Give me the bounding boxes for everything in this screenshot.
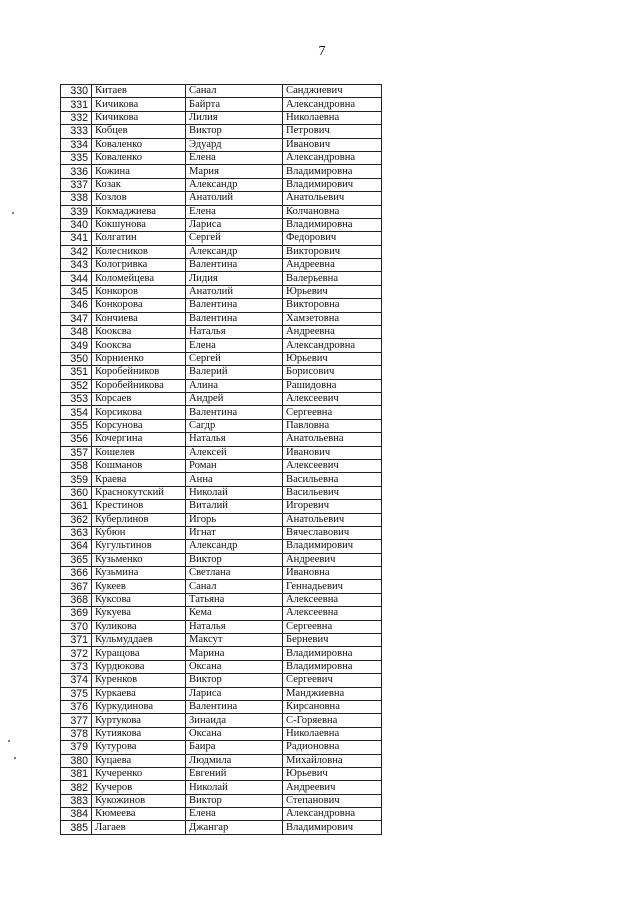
- last-name-cell: Кугультинов: [92, 540, 186, 553]
- patronymic-cell: Васильевич: [283, 486, 382, 499]
- table-row: [61, 513, 382, 526]
- first-name-cell: Валерий: [186, 366, 283, 379]
- table-row: [61, 714, 382, 727]
- last-name-cell: Кологривка: [92, 259, 186, 272]
- row-number-cell: 345: [61, 285, 92, 298]
- first-name-cell: Байрта: [186, 98, 283, 111]
- last-name-cell: Кончиева: [92, 312, 186, 325]
- last-name-cell: Куренков: [92, 674, 186, 687]
- row-number-cell: 349: [61, 339, 92, 352]
- last-name-cell: Куртукова: [92, 714, 186, 727]
- first-name-cell: Елена: [186, 205, 283, 218]
- row-number-cell: 333: [61, 125, 92, 138]
- row-number-cell: 354: [61, 406, 92, 419]
- row-number-cell: 364: [61, 540, 92, 553]
- patronymic-cell: Анатольевна: [283, 433, 382, 446]
- row-number-cell: 340: [61, 218, 92, 231]
- table-row: [61, 272, 382, 285]
- scan-speck: [12, 212, 14, 214]
- table-row: [61, 486, 382, 499]
- patronymic-cell: Анатольевич: [283, 513, 382, 526]
- last-name-cell: Кутурова: [92, 741, 186, 754]
- patronymic-cell: Андреевич: [283, 553, 382, 566]
- table-row: [61, 299, 382, 312]
- first-name-cell: Виктор: [186, 553, 283, 566]
- row-number-cell: 363: [61, 526, 92, 539]
- first-name-cell: Лидия: [186, 272, 283, 285]
- first-name-cell: Виктор: [186, 794, 283, 807]
- last-name-cell: Кукеев: [92, 580, 186, 593]
- first-name-cell: Оксана: [186, 727, 283, 740]
- patronymic-cell: Андреевна: [283, 259, 382, 272]
- row-number-cell: 336: [61, 165, 92, 178]
- table-row: [61, 647, 382, 660]
- first-name-cell: Роман: [186, 459, 283, 472]
- first-name-cell: Джангар: [186, 821, 283, 834]
- patronymic-cell: Михайловна: [283, 754, 382, 767]
- first-name-cell: Андрей: [186, 392, 283, 405]
- table-row: [61, 245, 382, 258]
- last-name-cell: Кооксва: [92, 326, 186, 339]
- row-number-cell: 346: [61, 299, 92, 312]
- patronymic-cell: Владимировна: [283, 660, 382, 673]
- last-name-cell: Кошелев: [92, 446, 186, 459]
- table-row: [61, 593, 382, 606]
- patronymic-cell: Владимирович: [283, 178, 382, 191]
- page-number: 7: [318, 44, 326, 59]
- last-name-cell: Коваленко: [92, 151, 186, 164]
- patronymic-cell: Берневич: [283, 634, 382, 647]
- row-number-cell: 337: [61, 178, 92, 191]
- row-number-cell: 352: [61, 379, 92, 392]
- last-name-cell: Кузьменко: [92, 553, 186, 566]
- row-number-cell: 350: [61, 352, 92, 365]
- last-name-cell: Кочергина: [92, 433, 186, 446]
- last-name-cell: Куращова: [92, 647, 186, 660]
- first-name-cell: Татьяна: [186, 593, 283, 606]
- first-name-cell: Максут: [186, 634, 283, 647]
- last-name-cell: Кульмуддаев: [92, 634, 186, 647]
- table-row: [61, 406, 382, 419]
- patronymic-cell: Алексеевич: [283, 392, 382, 405]
- patronymic-cell: Кирсановна: [283, 700, 382, 713]
- last-name-cell: Колесников: [92, 245, 186, 258]
- table-row: [61, 459, 382, 472]
- first-name-cell: Евгений: [186, 767, 283, 780]
- table-row: [61, 526, 382, 539]
- last-name-cell: Козлов: [92, 192, 186, 205]
- table-row: [61, 259, 382, 272]
- patronymic-cell: Александровна: [283, 98, 382, 111]
- table-row: [61, 98, 382, 111]
- row-number-cell: 365: [61, 553, 92, 566]
- row-number-cell: 360: [61, 486, 92, 499]
- first-name-cell: Лилия: [186, 111, 283, 124]
- patronymic-cell: Радионовна: [283, 741, 382, 754]
- row-number-cell: 334: [61, 138, 92, 151]
- row-number-cell: 359: [61, 473, 92, 486]
- patronymic-cell: Петрович: [283, 125, 382, 138]
- row-number-cell: 331: [61, 98, 92, 111]
- first-name-cell: Людмила: [186, 754, 283, 767]
- row-number-cell: 370: [61, 620, 92, 633]
- last-name-cell: Коробейникова: [92, 379, 186, 392]
- table-row: [61, 419, 382, 432]
- first-name-cell: Санал: [186, 580, 283, 593]
- row-number-cell: 377: [61, 714, 92, 727]
- row-number-cell: 384: [61, 808, 92, 821]
- table-row: [61, 339, 382, 352]
- patronymic-cell: Иванович: [283, 446, 382, 459]
- table-row: [61, 111, 382, 124]
- row-number-cell: 372: [61, 647, 92, 660]
- last-name-cell: Лагаев: [92, 821, 186, 834]
- patronymic-cell: Александровна: [283, 339, 382, 352]
- first-name-cell: Александр: [186, 540, 283, 553]
- last-name-cell: Китаев: [92, 85, 186, 98]
- patronymic-cell: Владимирович: [283, 821, 382, 834]
- last-name-cell: Корсунова: [92, 419, 186, 432]
- table-row: [61, 540, 382, 553]
- last-name-cell: Коваленко: [92, 138, 186, 151]
- last-name-cell: Колгатин: [92, 232, 186, 245]
- patronymic-cell: Александровна: [283, 151, 382, 164]
- patronymic-cell: Иванович: [283, 138, 382, 151]
- row-number-cell: 378: [61, 727, 92, 740]
- table-row: [61, 821, 382, 834]
- table-row: [61, 285, 382, 298]
- last-name-cell: Куберлинов: [92, 513, 186, 526]
- patronymic-cell: Владимирович: [283, 540, 382, 553]
- first-name-cell: Елена: [186, 151, 283, 164]
- first-name-cell: Николай: [186, 486, 283, 499]
- last-name-cell: Кукожинов: [92, 794, 186, 807]
- last-name-cell: Корсикова: [92, 406, 186, 419]
- row-number-cell: 351: [61, 366, 92, 379]
- last-name-cell: Краева: [92, 473, 186, 486]
- row-number-cell: 361: [61, 500, 92, 513]
- last-name-cell: Коробейников: [92, 366, 186, 379]
- table-row: [61, 567, 382, 580]
- patronymic-cell: Борисович: [283, 366, 382, 379]
- patronymic-cell: Юрьевич: [283, 352, 382, 365]
- row-number-cell: 335: [61, 151, 92, 164]
- table-row: [61, 178, 382, 191]
- patronymic-cell: Федорович: [283, 232, 382, 245]
- row-number-cell: 381: [61, 767, 92, 780]
- row-number-cell: 353: [61, 392, 92, 405]
- table-row: [61, 366, 382, 379]
- last-name-cell: Кубюн: [92, 526, 186, 539]
- first-name-cell: Валентина: [186, 700, 283, 713]
- row-number-cell: 330: [61, 85, 92, 98]
- row-number-cell: 357: [61, 446, 92, 459]
- row-number-cell: 367: [61, 580, 92, 593]
- row-number-cell: 332: [61, 111, 92, 124]
- patronymic-cell: Васильевна: [283, 473, 382, 486]
- table-row: [61, 580, 382, 593]
- first-name-cell: Сагдр: [186, 419, 283, 432]
- first-name-cell: Зинаида: [186, 714, 283, 727]
- table-row: [61, 218, 382, 231]
- first-name-cell: Анна: [186, 473, 283, 486]
- patronymic-cell: Николаевна: [283, 111, 382, 124]
- table-row: [61, 352, 382, 365]
- first-name-cell: Марина: [186, 647, 283, 660]
- first-name-cell: Александр: [186, 245, 283, 258]
- last-name-cell: Кукуева: [92, 607, 186, 620]
- table-row: [61, 433, 382, 446]
- last-name-cell: Кутиякова: [92, 727, 186, 740]
- first-name-cell: Елена: [186, 339, 283, 352]
- patronymic-cell: Сергеевич: [283, 674, 382, 687]
- patronymic-cell: Степанович: [283, 794, 382, 807]
- first-name-cell: Мария: [186, 165, 283, 178]
- table-row: [61, 634, 382, 647]
- patronymic-cell: Владимировна: [283, 165, 382, 178]
- last-name-cell: Конкорова: [92, 299, 186, 312]
- table-row: [61, 326, 382, 339]
- row-number-cell: 375: [61, 687, 92, 700]
- first-name-cell: Кема: [186, 607, 283, 620]
- row-number-cell: 382: [61, 781, 92, 794]
- patronymic-cell: Игоревич: [283, 500, 382, 513]
- patronymic-cell: Андреевна: [283, 326, 382, 339]
- first-name-cell: Алина: [186, 379, 283, 392]
- row-number-cell: 355: [61, 419, 92, 432]
- patronymic-cell: Санджиевич: [283, 85, 382, 98]
- last-name-cell: Корниенко: [92, 352, 186, 365]
- row-number-cell: 373: [61, 660, 92, 673]
- table-row: [61, 741, 382, 754]
- table-row: [61, 553, 382, 566]
- first-name-cell: Виталий: [186, 500, 283, 513]
- last-name-cell: Кокмаджиева: [92, 205, 186, 218]
- first-name-cell: Сергей: [186, 232, 283, 245]
- first-name-cell: Сергей: [186, 352, 283, 365]
- table-row: [61, 205, 382, 218]
- patronymic-cell: Павловна: [283, 419, 382, 432]
- patronymic-cell: Владимировна: [283, 647, 382, 660]
- last-name-cell: Кооксва: [92, 339, 186, 352]
- patronymic-cell: Владимировна: [283, 218, 382, 231]
- row-number-cell: 374: [61, 674, 92, 687]
- last-name-cell: Куркудинова: [92, 700, 186, 713]
- first-name-cell: Светлана: [186, 567, 283, 580]
- table-row: [61, 687, 382, 700]
- last-name-cell: Куркаева: [92, 687, 186, 700]
- table-row: [61, 767, 382, 780]
- table-row: [61, 125, 382, 138]
- first-name-cell: Алексей: [186, 446, 283, 459]
- scan-speck: [8, 740, 10, 742]
- table-row: [61, 446, 382, 459]
- row-number-cell: 341: [61, 232, 92, 245]
- last-name-cell: Куксова: [92, 593, 186, 606]
- patronymic-cell: Алексеевна: [283, 593, 382, 606]
- table-row: [61, 379, 382, 392]
- names-table: [60, 84, 382, 835]
- row-number-cell: 356: [61, 433, 92, 446]
- first-name-cell: Анатолий: [186, 285, 283, 298]
- row-number-cell: 380: [61, 754, 92, 767]
- row-number-cell: 344: [61, 272, 92, 285]
- row-number-cell: 347: [61, 312, 92, 325]
- last-name-cell: Крестинов: [92, 500, 186, 513]
- row-number-cell: 371: [61, 634, 92, 647]
- table-row: [61, 781, 382, 794]
- table-row: [61, 138, 382, 151]
- scan-speck: [14, 757, 16, 759]
- patronymic-cell: Валерьевна: [283, 272, 382, 285]
- table-row: [61, 473, 382, 486]
- patronymic-cell: Хамзетовна: [283, 312, 382, 325]
- first-name-cell: Эдуард: [186, 138, 283, 151]
- patronymic-cell: Николаевна: [283, 727, 382, 740]
- first-name-cell: Наталья: [186, 620, 283, 633]
- first-name-cell: Валентина: [186, 312, 283, 325]
- last-name-cell: Кичикова: [92, 111, 186, 124]
- row-number-cell: 338: [61, 192, 92, 205]
- table-row: [61, 794, 382, 807]
- patronymic-cell: Ивановна: [283, 567, 382, 580]
- table-row: [61, 674, 382, 687]
- table-row: [61, 151, 382, 164]
- row-number-cell: 369: [61, 607, 92, 620]
- first-name-cell: Елена: [186, 808, 283, 821]
- first-name-cell: Валентина: [186, 406, 283, 419]
- table-row: [61, 232, 382, 245]
- table-row: [61, 727, 382, 740]
- first-name-cell: Николай: [186, 781, 283, 794]
- first-name-cell: Анатолий: [186, 192, 283, 205]
- first-name-cell: Лариса: [186, 687, 283, 700]
- first-name-cell: Оксана: [186, 660, 283, 673]
- patronymic-cell: Анатольевич: [283, 192, 382, 205]
- table-row: [61, 312, 382, 325]
- patronymic-cell: Александровна: [283, 808, 382, 821]
- names-table-body: [61, 85, 382, 835]
- last-name-cell: Кичикова: [92, 98, 186, 111]
- last-name-cell: Кузьмина: [92, 567, 186, 580]
- last-name-cell: Кобцев: [92, 125, 186, 138]
- last-name-cell: Корсаев: [92, 392, 186, 405]
- first-name-cell: Валентина: [186, 259, 283, 272]
- patronymic-cell: Сергеевна: [283, 406, 382, 419]
- first-name-cell: Лариса: [186, 218, 283, 231]
- last-name-cell: Коломейцева: [92, 272, 186, 285]
- first-name-cell: Игнат: [186, 526, 283, 539]
- table-row: [61, 392, 382, 405]
- row-number-cell: 348: [61, 326, 92, 339]
- row-number-cell: 342: [61, 245, 92, 258]
- patronymic-cell: Юрьевич: [283, 285, 382, 298]
- table-row: [61, 754, 382, 767]
- table-row: [61, 660, 382, 673]
- last-name-cell: Козак: [92, 178, 186, 191]
- row-number-cell: 385: [61, 821, 92, 834]
- table-row: [61, 700, 382, 713]
- first-name-cell: Александр: [186, 178, 283, 191]
- row-number-cell: 383: [61, 794, 92, 807]
- first-name-cell: Валентина: [186, 299, 283, 312]
- last-name-cell: Куцаева: [92, 754, 186, 767]
- first-name-cell: Игорь: [186, 513, 283, 526]
- patronymic-cell: Викторович: [283, 245, 382, 258]
- patronymic-cell: Вячеславович: [283, 526, 382, 539]
- table-row: [61, 500, 382, 513]
- patronymic-cell: Андреевич: [283, 781, 382, 794]
- first-name-cell: Наталья: [186, 326, 283, 339]
- last-name-cell: Кучеров: [92, 781, 186, 794]
- last-name-cell: Куликова: [92, 620, 186, 633]
- table-row: [61, 192, 382, 205]
- patronymic-cell: Колчановна: [283, 205, 382, 218]
- row-number-cell: 379: [61, 741, 92, 754]
- patronymic-cell: С-Горяевна: [283, 714, 382, 727]
- row-number-cell: 362: [61, 513, 92, 526]
- last-name-cell: Конкоров: [92, 285, 186, 298]
- last-name-cell: Кошманов: [92, 459, 186, 472]
- patronymic-cell: Алексеевна: [283, 607, 382, 620]
- first-name-cell: Виктор: [186, 125, 283, 138]
- table-row: [61, 85, 382, 98]
- first-name-cell: Санал: [186, 85, 283, 98]
- last-name-cell: Кожина: [92, 165, 186, 178]
- patronymic-cell: Викторовна: [283, 299, 382, 312]
- patronymic-cell: Сергеевна: [283, 620, 382, 633]
- row-number-cell: 366: [61, 567, 92, 580]
- last-name-cell: Краснокутский: [92, 486, 186, 499]
- row-number-cell: 343: [61, 259, 92, 272]
- last-name-cell: Кокшунова: [92, 218, 186, 231]
- table-row: [61, 607, 382, 620]
- first-name-cell: Виктор: [186, 674, 283, 687]
- row-number-cell: 376: [61, 700, 92, 713]
- row-number-cell: 358: [61, 459, 92, 472]
- last-name-cell: Кучеренко: [92, 767, 186, 780]
- table-row: [61, 808, 382, 821]
- first-name-cell: Наталья: [186, 433, 283, 446]
- row-number-cell: 339: [61, 205, 92, 218]
- patronymic-cell: Алексеевич: [283, 459, 382, 472]
- first-name-cell: Баира: [186, 741, 283, 754]
- table-row: [61, 620, 382, 633]
- patronymic-cell: Юрьевич: [283, 767, 382, 780]
- last-name-cell: Кюмеева: [92, 808, 186, 821]
- patronymic-cell: Рашидовна: [283, 379, 382, 392]
- last-name-cell: Курдюкова: [92, 660, 186, 673]
- table-row: [61, 165, 382, 178]
- patronymic-cell: Геннадьевич: [283, 580, 382, 593]
- patronymic-cell: Манджиевна: [283, 687, 382, 700]
- row-number-cell: 368: [61, 593, 92, 606]
